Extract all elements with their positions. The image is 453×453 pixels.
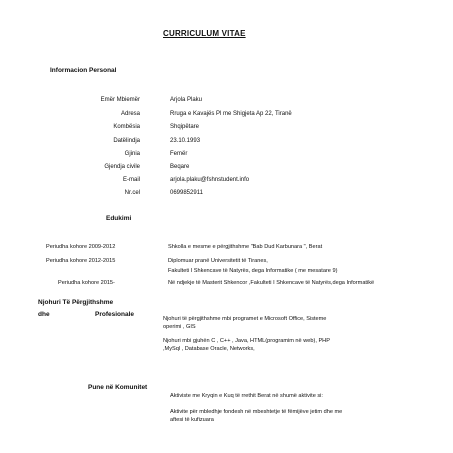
personal-value-address: Rruga e Kavajës Pl me Shigjeta Ap 22, Tiranë	[170, 111, 292, 117]
personal-label-phone: Nr.cel	[124, 190, 140, 196]
personal-label-birthdate: Datëlindja	[113, 138, 140, 144]
skills-heading-and: dhe	[38, 311, 50, 318]
education-detail-3: Në ndjekje të Masterit Shkencor ,Fakulteti I Shkencave të Natyrës,dega Informatikë	[168, 280, 375, 286]
skills-heading-line1: Njohuri Të Përgjithshme	[38, 299, 114, 306]
community-activity-2-line2: aftesi të kufizuara	[170, 417, 214, 423]
education-heading: Edukimi	[106, 215, 132, 222]
personal-label-gender: Gjinia	[124, 151, 140, 157]
personal-value-civil-status: Beqare	[170, 164, 190, 170]
personal-value-email: arjola.plaku@fshnstudent.info	[170, 177, 250, 183]
skills-general-line1: Njohuri të përgjithshme mbi programet e Microsoft Office, Sisteme	[163, 316, 327, 322]
personal-value-name: Arjola Plaku	[170, 97, 203, 103]
personal-label-civil-status: Gjendja civile	[104, 164, 140, 170]
education-period-1: Periudha kohore 2009-2012	[46, 244, 116, 250]
personal-info-heading: Informacion Personal	[50, 67, 117, 74]
community-activity-2-line1: Aktivite për mbledhje fondesh në mbeshtetje të fëmijëve jetim dhe me	[170, 409, 343, 415]
education-detail-2a: Diplomuar pranë Universitetit të Tiranes,	[168, 258, 268, 264]
education-detail-2b: Fakulteti I Shkencave të Natyrës, dega Informatike ( me mesatare 9)	[168, 268, 338, 274]
skills-programming-line2: ,MySql , Database Oracle, Networks,	[163, 346, 255, 352]
community-activity-1: Aktiviste me Kryqin e Kuq të rrethit Berat në shumë aktivite si:	[170, 393, 323, 399]
education-period-3: Periudha kohore 2015-	[58, 280, 115, 286]
personal-label-address: Adresa	[120, 111, 140, 117]
community-heading: Pune në Komunitet	[88, 384, 148, 391]
personal-label-nationality: Kombësia	[113, 124, 140, 130]
personal-label-email: E-mail	[122, 177, 140, 183]
skills-general-line2: operimi , GIS	[163, 324, 196, 330]
page-title: CURRICULUM VITAE	[163, 29, 246, 38]
personal-value-phone: 0699852911	[170, 190, 203, 196]
education-detail-1: Shkolla e mesme e përgjithshme "Bab Dud Karbunara ", Berat	[168, 244, 323, 250]
skills-programming-line1: Njohuri mbi gjuhën C , C++ , Java, HTML(programim në web), PHP	[163, 338, 330, 344]
education-period-2: Periudha kohore 2012-2015	[46, 258, 116, 264]
personal-value-gender: Femër	[170, 151, 188, 157]
personal-value-birthdate: 23.10.1993	[170, 138, 201, 144]
personal-label-name: Emër Mbiemër	[100, 97, 140, 103]
skills-heading-professional: Profesionale	[95, 311, 135, 318]
personal-value-nationality: Shqipëtare	[170, 124, 200, 130]
